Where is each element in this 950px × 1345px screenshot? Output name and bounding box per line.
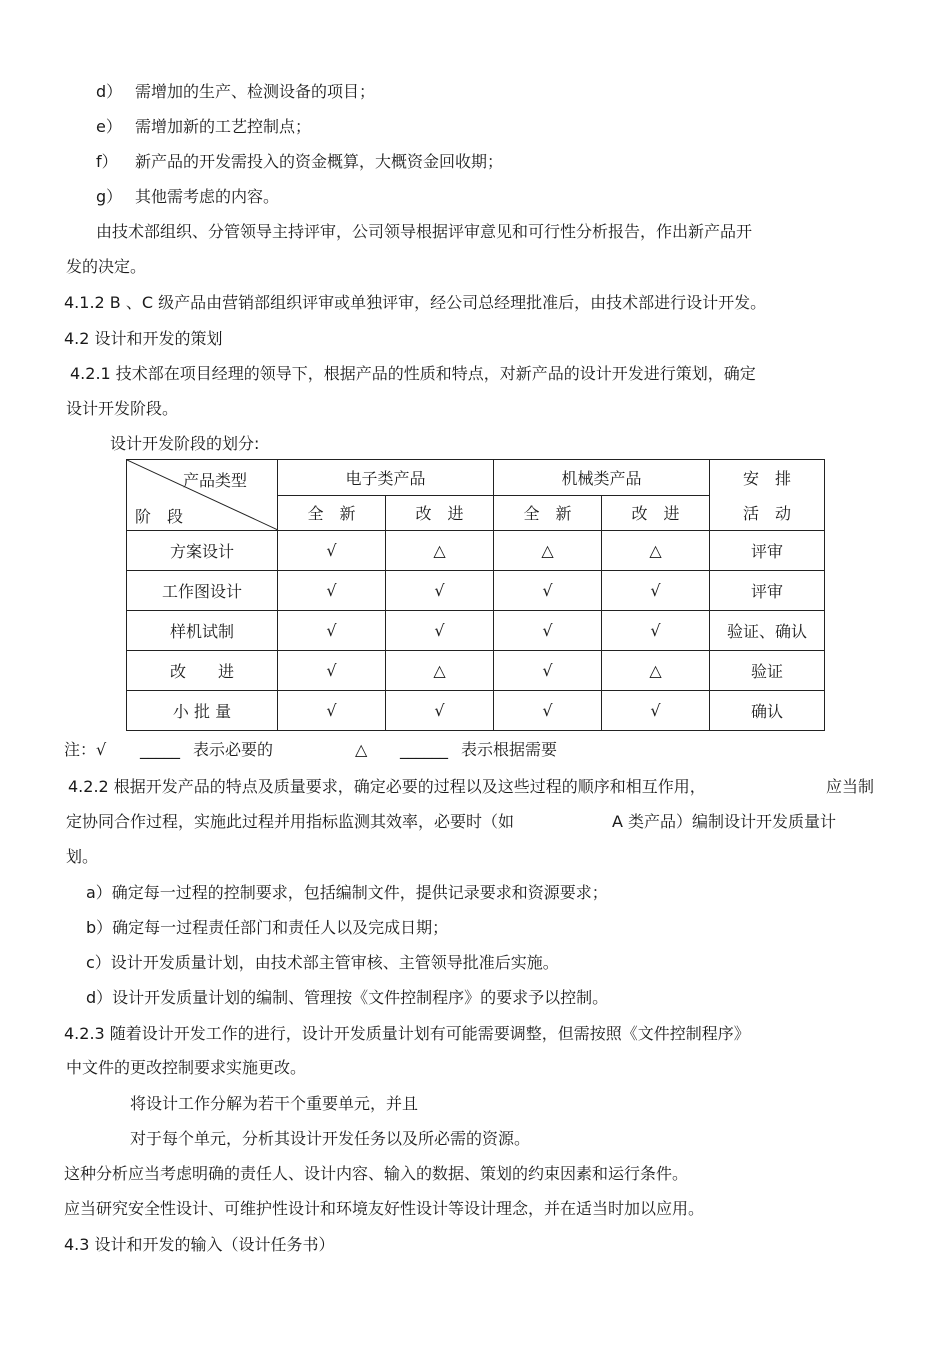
table-corner-cell bbox=[127, 460, 278, 531]
mark-cell: √ bbox=[494, 691, 602, 731]
header-electronic: 电子类产品 bbox=[278, 460, 494, 496]
section-4-2-2-line2b: A 类产品）编制设计开发质量计 bbox=[612, 812, 837, 831]
list-item-f-marker: f） bbox=[96, 152, 118, 171]
table-row bbox=[127, 571, 825, 611]
header-mechanical: 机械类产品 bbox=[494, 460, 710, 496]
table-row bbox=[127, 651, 825, 691]
mark-cell: √ bbox=[602, 611, 710, 651]
section-4-3-heading: 4.3 设计和开发的输入（设计任务书） bbox=[64, 1235, 335, 1254]
mark-cell: √ bbox=[602, 691, 710, 731]
list-item-e-marker: e） bbox=[96, 117, 122, 136]
mark-cell: △ bbox=[602, 651, 710, 691]
extra-line-1: 将设计工作分解为若干个重要单元，并且 bbox=[130, 1094, 419, 1113]
list-item-g: 其他需考虑的内容。 bbox=[135, 187, 280, 206]
extra-line-3: 这种分析应当考虑明确的责任人、设计内容、输入的数据、策划的约束因素和运行条件。 bbox=[64, 1164, 689, 1183]
section-4-2-2-line2a: 定协同合作过程，实施此过程并用指标监测其效率，必要时（如 bbox=[66, 812, 515, 831]
activity-cell: 验证 bbox=[710, 651, 825, 691]
stage-cell: 改 进 bbox=[127, 651, 278, 691]
mark-cell: △ bbox=[494, 531, 602, 571]
list-item-a: a）确定每一过程的控制要求，包括编制文件，提供记录要求和资源要求； bbox=[86, 883, 608, 902]
mark-cell: √ bbox=[278, 611, 386, 651]
mark-cell: √ bbox=[386, 691, 494, 731]
header-mechanical-new: 全 新 bbox=[494, 495, 602, 531]
table-row bbox=[127, 691, 825, 731]
section-4-2-2-line3: 划。 bbox=[66, 847, 99, 866]
header-arrange-bottom: 活 动 bbox=[710, 495, 825, 531]
section-4-2-2-line1a: 4.2.2 根据开发产品的特点及质量要求，确定必要的过程以及这些过程的顺序和相互作用， bbox=[68, 777, 706, 796]
mark-cell: √ bbox=[278, 651, 386, 691]
extra-line-2: 对于每个单元，分析其设计开发任务以及所必需的资源。 bbox=[130, 1129, 531, 1148]
mark-cell: √ bbox=[494, 611, 602, 651]
section-4-2-heading: 4.2 设计和开发的策划 bbox=[64, 329, 223, 348]
mark-cell: √ bbox=[278, 691, 386, 731]
header-electronic-new: 全 新 bbox=[278, 495, 386, 531]
header-electronic-improve: 改 进 bbox=[386, 495, 494, 531]
note-triangle: △ bbox=[355, 740, 368, 759]
section-4-1-2: 4.1.2 B 、C 级产品由营销部组织评审或单独评审，经公司总经理批准后，由技术部进行设计开发。 bbox=[64, 293, 767, 312]
mark-cell: √ bbox=[386, 571, 494, 611]
extra-line-4: 应当研究安全性设计、可维护性设计和环境友好性设计等设计理念，并在适当时加以应用。 bbox=[64, 1199, 705, 1218]
activity-cell: 验证、确认 bbox=[710, 611, 825, 651]
table-row bbox=[127, 531, 825, 571]
activity-cell: 评审 bbox=[710, 571, 825, 611]
mark-cell: √ bbox=[602, 571, 710, 611]
list-item-b: b）确定每一过程责任部门和责任人以及完成日期； bbox=[86, 918, 449, 937]
list-item-c: c）设计开发质量计划，由技术部主管审核、主管领导批准后实施。 bbox=[86, 953, 559, 972]
list-item-g-marker: g） bbox=[96, 187, 123, 206]
mark-cell: △ bbox=[602, 531, 710, 571]
mark-cell: √ bbox=[278, 571, 386, 611]
paragraph-review-line2: 发的决定。 bbox=[66, 257, 147, 276]
stage-cell: 方案设计 bbox=[127, 531, 278, 571]
section-4-2-1-line2: 设计开发阶段。 bbox=[66, 399, 179, 418]
stage-cell: 工作图设计 bbox=[127, 571, 278, 611]
note-blank-2: ______ bbox=[400, 740, 448, 759]
list-item-e: 需增加新的工艺控制点； bbox=[135, 117, 312, 136]
design-stage-table bbox=[126, 459, 825, 731]
mark-cell: △ bbox=[386, 531, 494, 571]
header-mechanical-improve: 改 进 bbox=[602, 495, 710, 531]
activity-cell: 确认 bbox=[710, 691, 825, 731]
corner-bottom-label: 阶 段 bbox=[135, 507, 184, 526]
note-blank-1: _____ bbox=[140, 740, 180, 759]
list-item-d-marker: d） bbox=[96, 82, 123, 101]
paragraph-review-line1: 由技术部组织、分管领导主持评审，公司领导根据评审意见和可行性分析报告，作出新产品开 bbox=[96, 222, 753, 241]
header-arrange-top: 安 排 bbox=[710, 460, 825, 496]
mark-cell: √ bbox=[386, 611, 494, 651]
mark-cell: √ bbox=[494, 651, 602, 691]
list-item-d: 需增加的生产、检测设备的项目； bbox=[135, 82, 376, 101]
table-row bbox=[127, 611, 825, 651]
list-item-d2: d）设计开发质量计划的编制、管理按《文件控制程序》的要求予以控制。 bbox=[86, 988, 609, 1007]
note-text-1: 表示必要的 bbox=[193, 740, 274, 759]
mark-cell: √ bbox=[494, 571, 602, 611]
mark-cell: √ bbox=[278, 531, 386, 571]
list-item-f: 新产品的开发需投入的资金概算，大概资金回收期； bbox=[135, 152, 504, 171]
activity-cell: 评审 bbox=[710, 531, 825, 571]
corner-top-label: 产品类型 bbox=[183, 471, 248, 490]
section-4-2-3-line1: 4.2.3 随着设计开发工作的进行，设计开发质量计划有可能需要调整，但需按照《文件控制程序》 bbox=[64, 1024, 750, 1043]
note-text-2: 表示根据需要 bbox=[461, 740, 558, 759]
stage-cell: 小 批 量 bbox=[127, 691, 278, 731]
note-prefix: 注：√ bbox=[64, 740, 107, 759]
stage-cell: 样机试制 bbox=[127, 611, 278, 651]
section-4-2-1-line1: 4.2.1 技术部在项目经理的领导下，根据产品的性质和特点，对新产品的设计开发进行策划，确定 bbox=[70, 364, 756, 383]
section-4-2-2-line1b: 应当制 bbox=[826, 777, 875, 796]
section-4-2-3-line2: 中文件的更改控制要求实施更改。 bbox=[66, 1058, 307, 1077]
table-caption: 设计开发阶段的划分: bbox=[110, 434, 260, 453]
mark-cell: △ bbox=[386, 651, 494, 691]
